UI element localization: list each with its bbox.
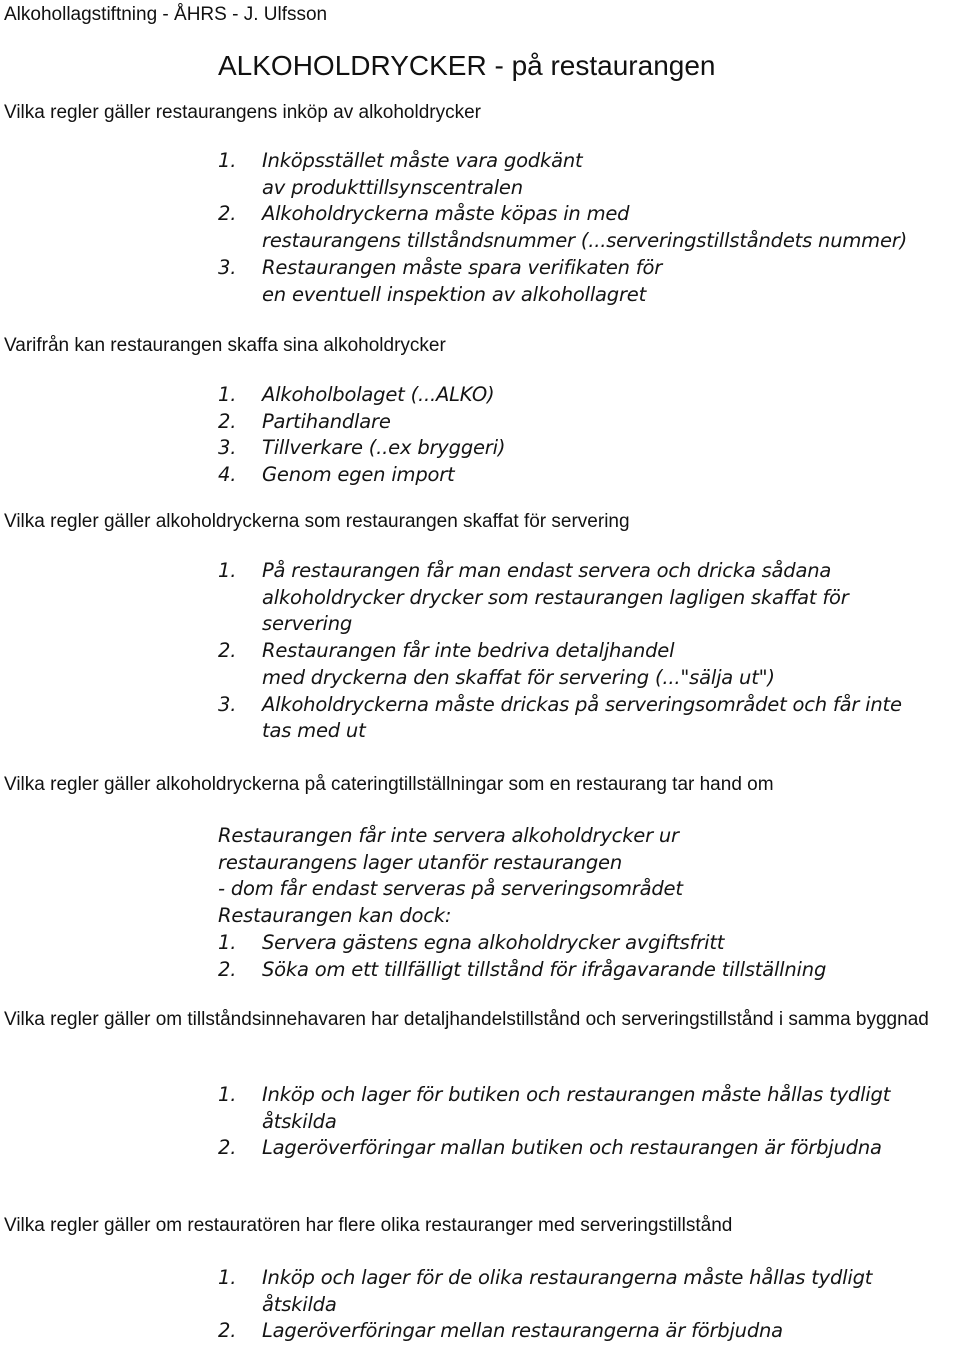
list-item: [218, 382, 948, 409]
text-line: Restaurangen får inte servera alkoholdrycker ur: [218, 824, 679, 847]
item-text: Genom egen import: [262, 463, 455, 487]
item-text: Restaurangen måste spara verifikaten för en eventuell inspektion av alkohollagret: [262, 255, 663, 306]
item-number: 1.: [218, 149, 237, 172]
list-item: [218, 148, 948, 201]
item-text: Alkoholdryckerna måste drickas på serveringsområdet och får inte tas med ut: [262, 692, 902, 743]
section-question: Vilka regler gäller alkoholdryckerna på cateringtillställningar som en restaurang tar hand om: [4, 774, 774, 795]
list-item: [218, 558, 948, 638]
document-header: Alkohollagstiftning - ÅHRS - J. Ulfsson: [4, 4, 328, 25]
answer-list: [218, 382, 948, 489]
list-item: [218, 957, 948, 984]
answer-list: [218, 930, 948, 983]
answer-list: [218, 148, 948, 308]
section-question: Vilka regler gäller om tillståndsinnehavaren har detaljhandelstillstånd och serveringstillstånd i samma byggnad: [4, 1009, 929, 1030]
item-number: 2.: [218, 202, 237, 226]
item-number: 1.: [218, 383, 237, 406]
list-item: [218, 1265, 948, 1318]
section-question: Vilka regler gäller om restauratören har flere olika restauranger med serveringstillstånd: [4, 1215, 733, 1236]
item-number: 2.: [218, 957, 237, 981]
item-text: Lageröverföringar mellan restaurangerna är förbjudna: [262, 1319, 783, 1343]
item-number: 1.: [218, 930, 237, 954]
item-text: På restaurangen får man endast servera och dricka sådana alkoholdrycker drycker som restaurangen lagligen skaffat för servering: [262, 559, 849, 636]
text-line: Restaurangen kan dock:: [218, 904, 452, 928]
list-item: [218, 638, 948, 691]
item-number: 4.: [218, 463, 237, 487]
list-item: [218, 1082, 948, 1135]
catering-block: [218, 823, 948, 983]
section-question: Varifrån kan restaurangen skaffa sina alkoholdrycker: [4, 335, 446, 356]
item-text: Söka om ett tillfälligt tillstånd för ifrågavarande tillställning: [262, 957, 827, 981]
list-item: [218, 930, 948, 957]
list-item: [218, 409, 948, 436]
item-text: Lageröverföringar mallan butiken och restaurangen är förbjudna: [262, 1136, 882, 1160]
item-text: Inköp och lager för de olika restaurangerna måste hållas tydligt åtskilda: [262, 1266, 873, 1316]
item-number: 2.: [218, 1319, 237, 1343]
item-number: 3.: [218, 255, 237, 279]
section-question: Vilka regler gäller restaurangens inköp av alkoholdrycker: [4, 102, 482, 123]
item-number: 3.: [218, 692, 237, 716]
item-number: 1.: [218, 559, 237, 582]
item-text: Inköp och lager för butiken och restaurangen måste hållas tydligt åtskilda: [262, 1083, 891, 1133]
item-number: 3.: [218, 436, 237, 460]
item-text: Partihandlare: [262, 409, 391, 433]
item-text: Inköpsstället måste vara godkänt av produkttillsynscentralen: [262, 149, 583, 199]
list-item: [218, 462, 948, 489]
answer-list: [218, 1265, 948, 1345]
item-number: 1.: [218, 1266, 237, 1289]
item-number: 2.: [218, 1136, 237, 1160]
item-number: 1.: [218, 1083, 237, 1106]
item-number: 2.: [218, 639, 237, 663]
list-item: [218, 692, 948, 745]
answer-list: [218, 1082, 948, 1162]
item-text: Alkoholbolaget (...ALKO): [262, 383, 495, 406]
list-item: [218, 255, 948, 308]
text-line: - dom får endast serveras på serveringsområdet: [218, 877, 683, 901]
page-title: ALKOHOLDRYCKER - på restaurangen: [218, 50, 716, 81]
item-text: Tillverkare (..ex bryggeri): [262, 436, 506, 460]
list-item: [218, 201, 948, 254]
list-item: [218, 1318, 948, 1345]
item-text: Restaurangen får inte bedriva detaljhandel med dryckerna den skaffat för servering (..."sälja ut"): [262, 639, 775, 689]
item-text: Alkoholdryckerna måste köpas in med restaurangens tillståndsnummer (...serveringstillståndets nummer): [262, 202, 907, 253]
answer-list: [218, 558, 948, 745]
text-line: restaurangens lager utanför restaurangen: [218, 850, 623, 874]
list-item: [218, 1135, 948, 1162]
item-text: Servera gästens egna alkoholdrycker avgiftsfritt: [262, 930, 725, 954]
section-question: Vilka regler gäller alkoholdryckerna som restaurangen skaffat för servering: [4, 511, 630, 532]
item-number: 2.: [218, 409, 237, 433]
list-item: [218, 435, 948, 462]
